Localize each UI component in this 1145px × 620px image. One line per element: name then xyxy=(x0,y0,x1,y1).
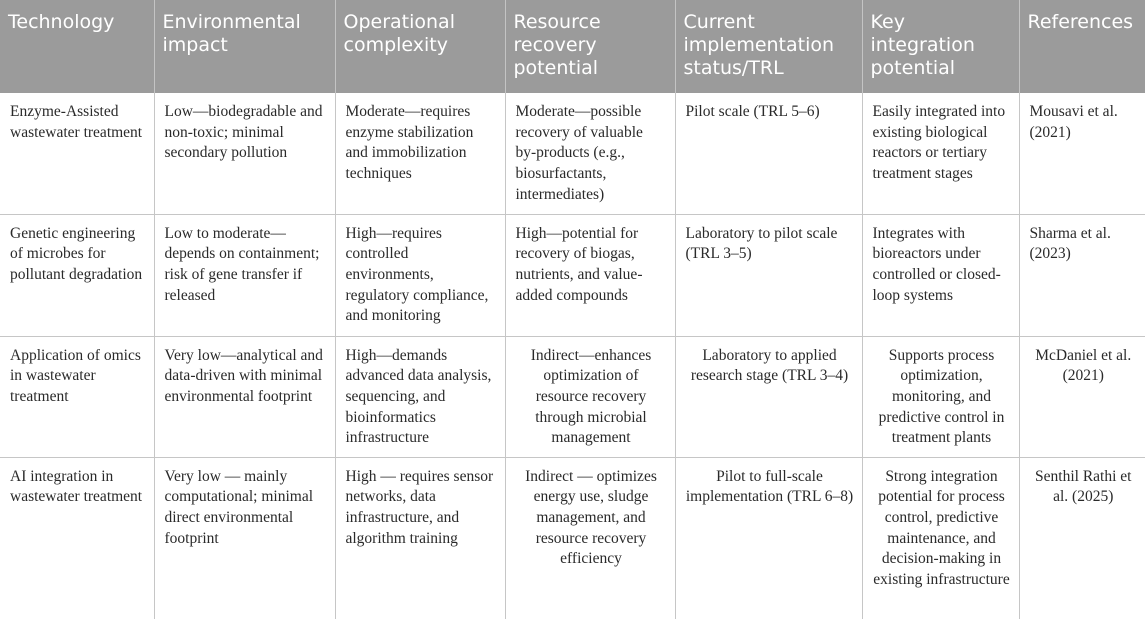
cell-environmental-impact: Low—biodegradable and non-toxic; minimal secondary pollution xyxy=(154,93,335,214)
cell-references: Senthil Rathi et al. (2025) xyxy=(1019,457,1145,619)
header-integration-potential: Key integration potential xyxy=(862,0,1019,93)
header-resource-recovery: Resource recovery potential xyxy=(505,0,675,93)
cell-operational-complexity: Moderate—requires enzyme stabilization and immobilization techniques xyxy=(335,93,505,214)
cell-implementation-status: Laboratory to applied research stage (TRL 3–4) xyxy=(675,336,862,457)
cell-resource-recovery: Indirect—enhances optimization of resource recovery through microbial management xyxy=(505,336,675,457)
cell-environmental-impact: Very low — mainly computational; minimal direct environmental footprint xyxy=(154,457,335,619)
table-row xyxy=(0,93,1145,214)
header-environmental-impact: Environmental impact xyxy=(154,0,335,93)
header-references: References xyxy=(1019,0,1145,93)
cell-technology: Application of omics in wastewater treatment xyxy=(0,336,154,457)
cell-resource-recovery: Moderate—possible recovery of valuable by-products (e.g., biosurfactants, intermediates) xyxy=(505,93,675,214)
cell-operational-complexity: High—demands advanced data analysis, sequencing, and bioinformatics infrastructure xyxy=(335,336,505,457)
cell-implementation-status: Pilot to full-scale implementation (TRL 6–8) xyxy=(675,457,862,619)
cell-environmental-impact: Very low—analytical and data-driven with minimal environmental footprint xyxy=(154,336,335,457)
cell-operational-complexity: High—requires controlled environments, regulatory compliance, and monitoring xyxy=(335,214,505,336)
cell-integration-potential: Easily integrated into existing biological reactors or tertiary treatment stages xyxy=(862,93,1019,214)
cell-references: McDaniel et al. (2021) xyxy=(1019,336,1145,457)
header-technology: Technology xyxy=(0,0,154,93)
cell-technology: Genetic engineering of microbes for pollutant degradation xyxy=(0,214,154,336)
table-row xyxy=(0,336,1145,457)
header-implementation-status: Current implementation status/TRL xyxy=(675,0,862,93)
cell-references: Sharma et al. (2023) xyxy=(1019,214,1145,336)
cell-environmental-impact: Low to moderate—depends on containment; risk of gene transfer if released xyxy=(154,214,335,336)
header-row xyxy=(0,0,1145,93)
cell-implementation-status: Laboratory to pilot scale (TRL 3–5) xyxy=(675,214,862,336)
cell-integration-potential: Integrates with bioreactors under controlled or closed-loop systems xyxy=(862,214,1019,336)
cell-implementation-status: Pilot scale (TRL 5–6) xyxy=(675,93,862,214)
cell-integration-potential: Strong integration potential for process control, predictive maintenance, and decision-making in existing infrastructure xyxy=(862,457,1019,619)
header-operational-complexity: Operational complexity xyxy=(335,0,505,93)
table-row xyxy=(0,214,1145,336)
table-row xyxy=(0,457,1145,619)
table-body xyxy=(0,93,1145,619)
cell-technology: AI integration in wastewater treatment xyxy=(10,467,143,506)
cell-resource-recovery: Indirect — optimizes energy use, sludge management, and resource recovery efficiency xyxy=(505,457,675,619)
cell-technology: Enzyme-Assisted wastewater treatment xyxy=(0,93,154,214)
table-header xyxy=(0,0,1145,93)
cell-references: Mousavi et al. (2021) xyxy=(1019,93,1145,214)
cell-integration-potential: Supports process optimization, monitoring, and predictive control in treatment plants xyxy=(862,336,1019,457)
cell-resource-recovery: High—potential for recovery of biogas, nutrients, and value-added compounds xyxy=(505,214,675,336)
cell-operational-complexity: High — requires sensor networks, data infrastructure, and algorithm training xyxy=(335,457,505,619)
